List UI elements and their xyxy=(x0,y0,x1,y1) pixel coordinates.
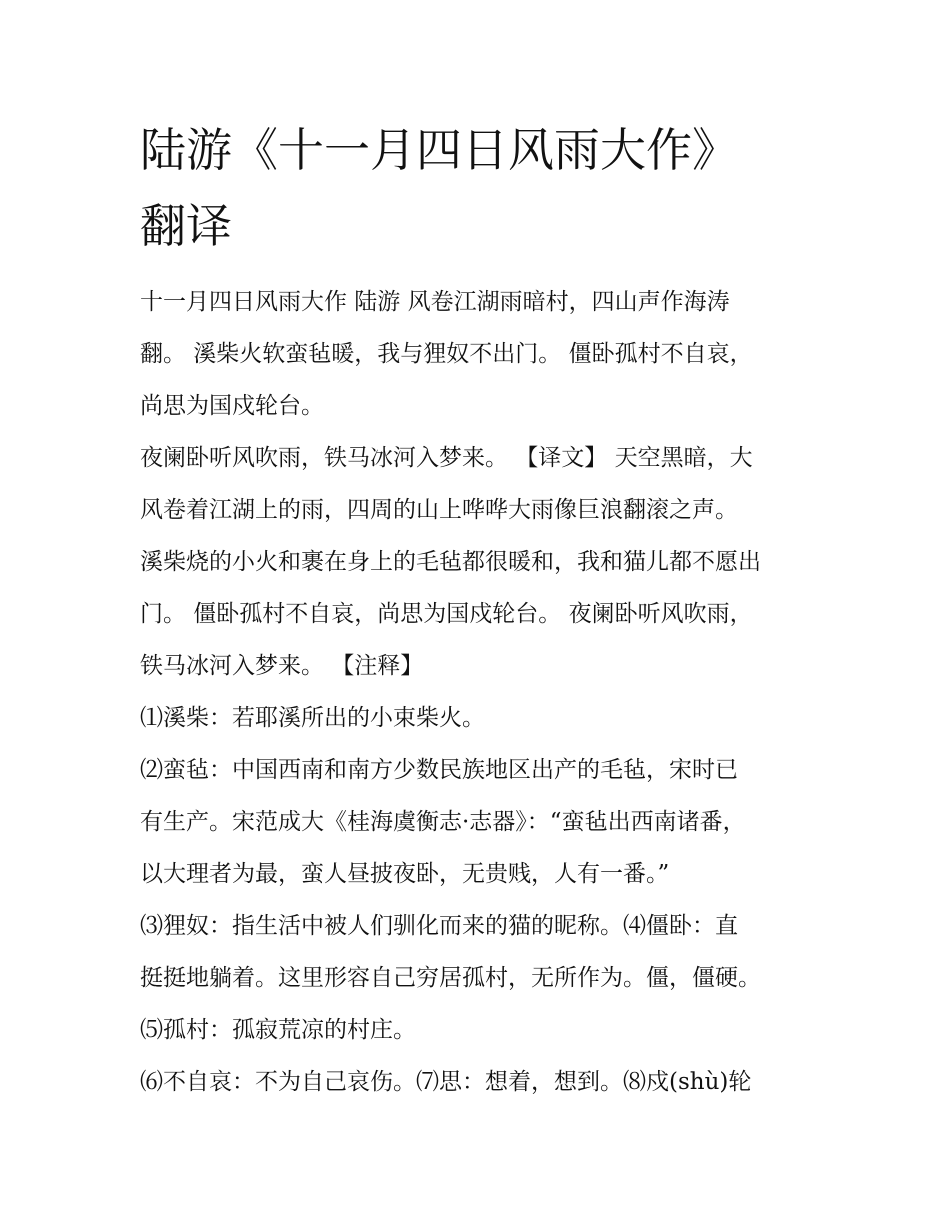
body-line: ⑵蛮毡：中国西南和南方少数民族地区出产的毛毡，宋时已 xyxy=(140,757,738,783)
body-line: ⑴溪柴：若耶溪所出的小束柴火。 xyxy=(140,705,485,731)
body-line: ⑸孤村：孤寂荒凉的村庄。 xyxy=(140,1017,416,1043)
body-line: 尚思为国戍轮台。 xyxy=(140,393,324,419)
body-line: 夜阑卧听风吹雨，铁马冰河入梦来。 【译文】 天空黑暗，大 xyxy=(140,445,753,471)
body-line: 以大理者为最，蛮人昼披夜卧，无贵贱，人有一番。” xyxy=(140,861,670,887)
body-line: ⑹不自哀：不为自己哀伤。⑺思：想着，想到。⑻戍(shù)轮 xyxy=(140,1069,752,1095)
body-line: 有生产。宋范成大《桂海虞衡志·志器》：“蛮毡出西南诸番， xyxy=(140,809,746,835)
body-line: 铁马冰河入梦来。 【注释】 xyxy=(140,653,424,679)
body-line: 翻。 溪柴火软蛮毡暖，我与狸奴不出门。 僵卧孤村不自哀， xyxy=(140,341,753,367)
body-line: 十一月四日风雨大作 陆游 风卷江湖雨暗村，四山声作海涛 xyxy=(140,289,730,315)
body-line: 挺挺地躺着。这里形容自己穷居孤村，无所作为。僵，僵硬。 xyxy=(140,965,761,991)
body-line: 风卷着江湖上的雨，四周的山上哗哗大雨像巨浪翻滚之声。 xyxy=(140,497,738,523)
body-line: 溪柴烧的小火和裹在身上的毛毡都很暖和，我和猫儿都不愿出 xyxy=(140,549,761,575)
title-line: 陆游《十一月四日风雨大作》 xyxy=(140,123,738,177)
title-line: 翻译 xyxy=(140,199,232,253)
document-body xyxy=(140,276,820,1108)
body-line: ⑶狸奴：指生活中被人们驯化而来的猫的昵称。⑷僵卧：直 xyxy=(140,913,738,939)
body-line: 门。 僵卧孤村不自哀，尚思为国戍轮台。 夜阑卧听风吹雨， xyxy=(140,601,753,627)
document-title xyxy=(140,112,820,264)
